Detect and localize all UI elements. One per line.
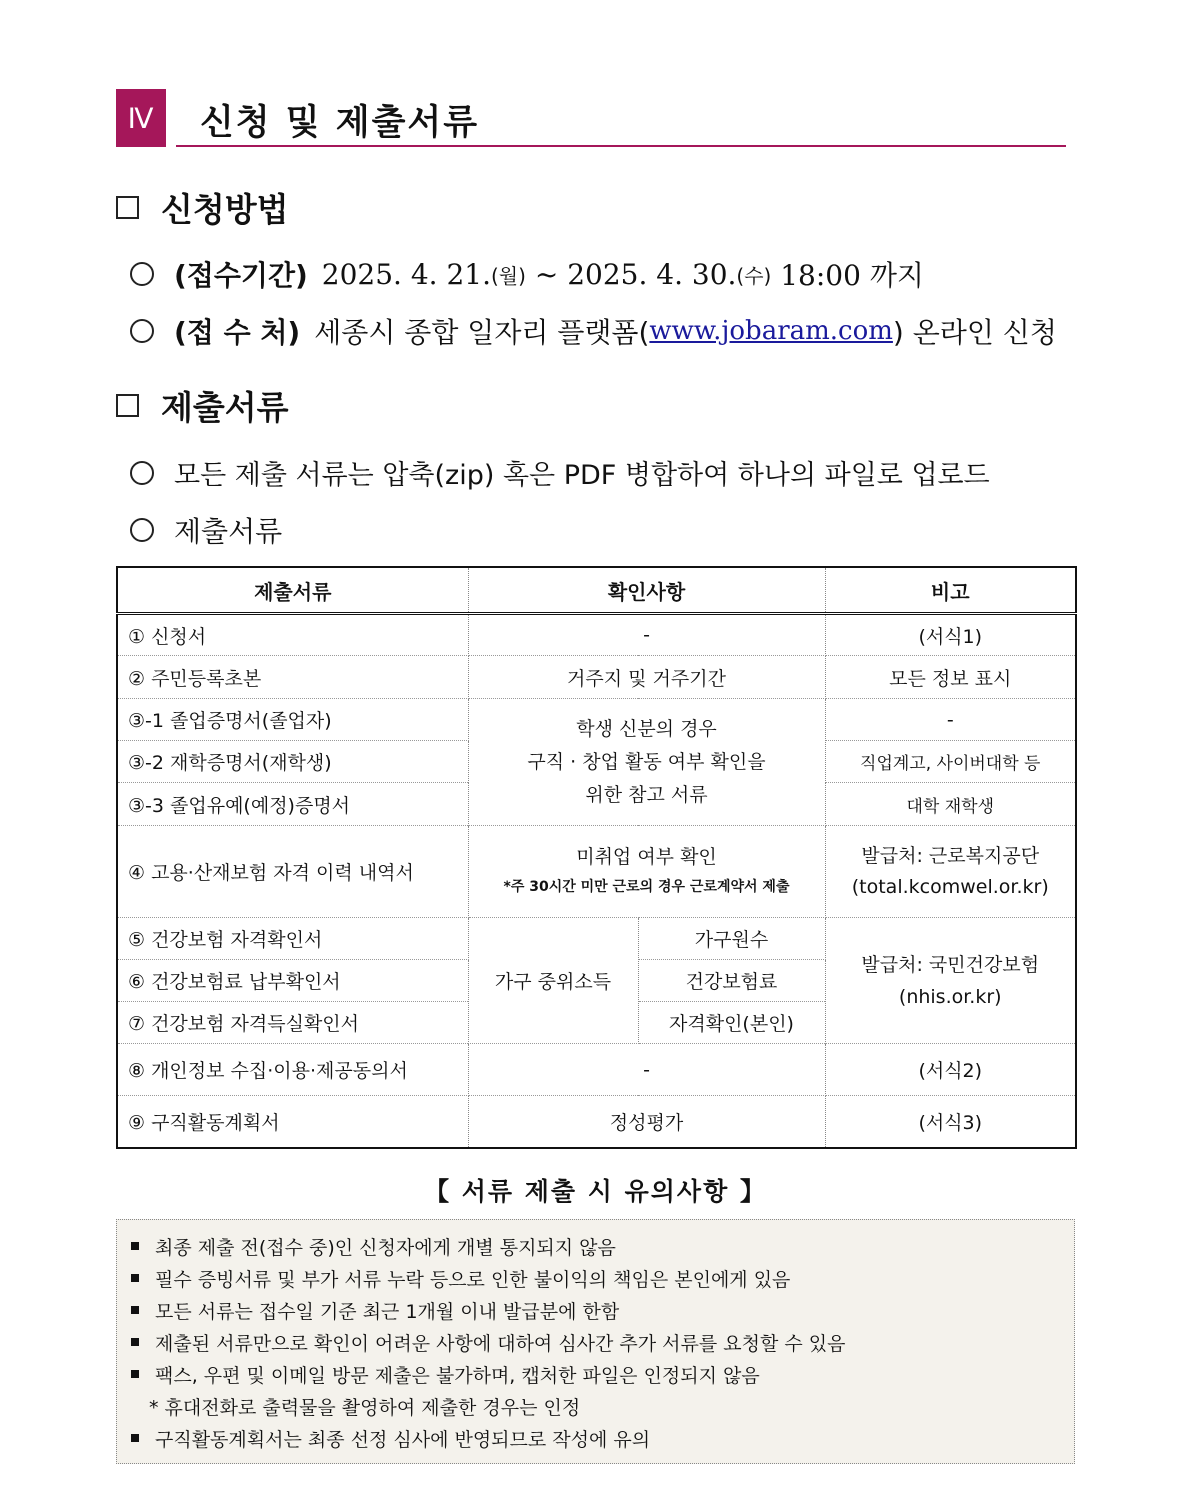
place-text: 세종시 종합 일자리 플랫폼( [314, 316, 650, 349]
circle-bullet-icon [130, 518, 154, 542]
note-cell: (서식1) [825, 614, 1076, 656]
square-bullet-icon [131, 1274, 139, 1282]
header-note: 비고 [825, 567, 1076, 614]
notes-title: 【 서류 제출 시 유의사항 】 [424, 1177, 767, 1206]
check-cell-student [468, 699, 825, 826]
doc-cell: ⑦ 건강보험 자격득실확인서 [117, 1002, 468, 1044]
doc-cell: ③-1 졸업증명서(졸업자) [117, 699, 468, 741]
place-line [130, 311, 1057, 351]
period-end: ~ 2025. 4. 30. [525, 257, 737, 291]
list-item [131, 1294, 1060, 1326]
period-line [130, 254, 924, 294]
method-heading-text: 신청방법 [161, 190, 289, 229]
circle-bullet-icon [130, 319, 154, 343]
section-title: 신청 및 제출서류 [200, 103, 480, 143]
check-line: 위한 참고 서류 [585, 783, 708, 806]
documents-line-2-text: 제출서류 [174, 515, 283, 548]
table-row [117, 826, 1076, 918]
note-line: 발급처: 국민건강보험 [861, 953, 1040, 976]
table-row [117, 918, 1076, 960]
method-heading [116, 184, 289, 231]
doc-cell: ⑤ 건강보험 자격확인서 [117, 918, 468, 960]
table-row [117, 699, 1076, 741]
list-sub-item [131, 1390, 1060, 1422]
note-line: (nhis.or.kr) [898, 985, 1002, 1008]
documents-line-2 [130, 510, 282, 550]
note-cell: 대학 재학생 [825, 783, 1076, 826]
documents-heading [116, 382, 289, 429]
header-documents: 제출서류 [117, 567, 468, 614]
doc-cell: ③-2 재학증명서(재학생) [117, 741, 468, 783]
check-line: 미취업 여부 확인 [576, 845, 717, 868]
table-row [117, 1044, 1076, 1096]
note-text: 모든 서류는 접수일 기준 최근 1개월 이내 발급분에 한함 [155, 1300, 620, 1323]
section-number-badge: Ⅳ [116, 89, 166, 147]
note-sub-text: * 휴대전화로 출력물을 촬영하여 제출한 경우는 인정 [149, 1396, 581, 1419]
circle-bullet-icon [130, 262, 154, 286]
note-line: 발급처: 근로복지공단 [861, 844, 1040, 867]
square-bullet-icon [131, 1434, 139, 1442]
doc-cell: ⑧ 개인정보 수집·이용·제공동의서 [117, 1044, 468, 1096]
place-text-end: ) 온라인 신청 [892, 316, 1057, 349]
note-cell: (서식3) [825, 1096, 1076, 1148]
sub-check-cell: 건강보험료 [638, 960, 825, 1002]
place-label: (접 수 처) [174, 316, 301, 349]
note-text: 팩스, 우편 및 이메일 방문 제출은 불가하며, 캡처한 파일은 인정되지 않음 [155, 1364, 760, 1387]
note-text: 구직활동계획서는 최종 선정 심사에 반영되므로 작성에 유의 [155, 1428, 651, 1451]
note-line: (total.kcomwel.or.kr) [851, 875, 1049, 898]
check-cell-income: 가구 중위소득 [468, 918, 638, 1044]
table-header-row [117, 567, 1076, 614]
period-end-day: (수) [736, 263, 772, 288]
doc-cell: ③-3 졸업유예(예정)증명서 [117, 783, 468, 826]
list-item [131, 1326, 1060, 1358]
sub-check-cell: 가구원수 [638, 918, 825, 960]
square-bullet-icon [116, 394, 139, 417]
check-cell: 정성평가 [468, 1096, 825, 1148]
table-row [117, 614, 1076, 656]
note-cell: (서식2) [825, 1044, 1076, 1096]
period-start: 2025. 4. 21. [321, 257, 491, 291]
list-item [131, 1422, 1060, 1454]
check-cell: 거주지 및 거주기간 [468, 656, 825, 699]
table-row [117, 656, 1076, 699]
circle-bullet-icon [130, 461, 154, 485]
note-cell [825, 826, 1076, 918]
note-cell: - [825, 699, 1076, 741]
square-bullet-icon [131, 1370, 139, 1378]
period-time: 18:00 까지 [771, 259, 924, 292]
square-bullet-icon [131, 1338, 139, 1346]
doc-cell: ① 신청서 [117, 614, 468, 656]
doc-cell: ⑥ 건강보험료 납부확인서 [117, 960, 468, 1002]
notes-box [116, 1219, 1075, 1464]
square-bullet-icon [116, 196, 139, 219]
note-text: 최종 제출 전(접수 중)인 신청자에게 개별 통지되지 않음 [155, 1236, 616, 1259]
note-cell-nhis [825, 918, 1076, 1044]
documents-line-1 [130, 453, 990, 492]
check-cell: - [468, 1044, 825, 1096]
documents-heading-text: 제출서류 [161, 388, 289, 427]
section-header [116, 89, 1066, 147]
period-label: (접수기간) [174, 259, 308, 292]
section-underline [176, 145, 1066, 147]
header-check: 확인사항 [468, 567, 825, 614]
square-bullet-icon [131, 1306, 139, 1314]
doc-cell: ⑨ 구직활동계획서 [117, 1096, 468, 1148]
list-item [131, 1230, 1060, 1262]
note-text: 제출된 서류만으로 확인이 어려운 사항에 대하여 심사간 추가 서류를 요청할 수 있음 [155, 1332, 846, 1355]
note-cell: 모든 정보 표시 [825, 656, 1076, 699]
period-start-day: (월) [491, 263, 526, 288]
note-cell: 직업계고, 사이버대학 등 [825, 741, 1076, 783]
square-bullet-icon [131, 1242, 139, 1250]
list-item [131, 1358, 1060, 1390]
jobaram-link[interactable]: www.jobaram.com [649, 316, 893, 346]
check-cell: - [468, 614, 825, 656]
documents-line-1-text: 모든 제출 서류는 압축(zip) 혹은 PDF 병합하여 하나의 파일로 업로드 [174, 460, 990, 491]
documents-table [116, 566, 1077, 1149]
check-cell [468, 826, 825, 918]
sub-check-cell: 자격확인(본인) [638, 1002, 825, 1044]
check-line: 학생 신분의 경우 [576, 717, 717, 740]
note-text: 필수 증빙서류 및 부가 서류 누락 등으로 인한 불이익의 책임은 본인에게 있음 [155, 1268, 791, 1291]
doc-cell: ④ 고용·산재보험 자격 이력 내역서 [117, 826, 468, 918]
list-item [131, 1262, 1060, 1294]
table-row [117, 1096, 1076, 1148]
check-footnote: *주 30시간 미만 근로의 경우 근로계약서 제출 [503, 878, 790, 895]
check-line: 구직 · 창업 활동 여부 확인을 [527, 750, 766, 773]
doc-cell: ② 주민등록초본 [117, 656, 468, 699]
